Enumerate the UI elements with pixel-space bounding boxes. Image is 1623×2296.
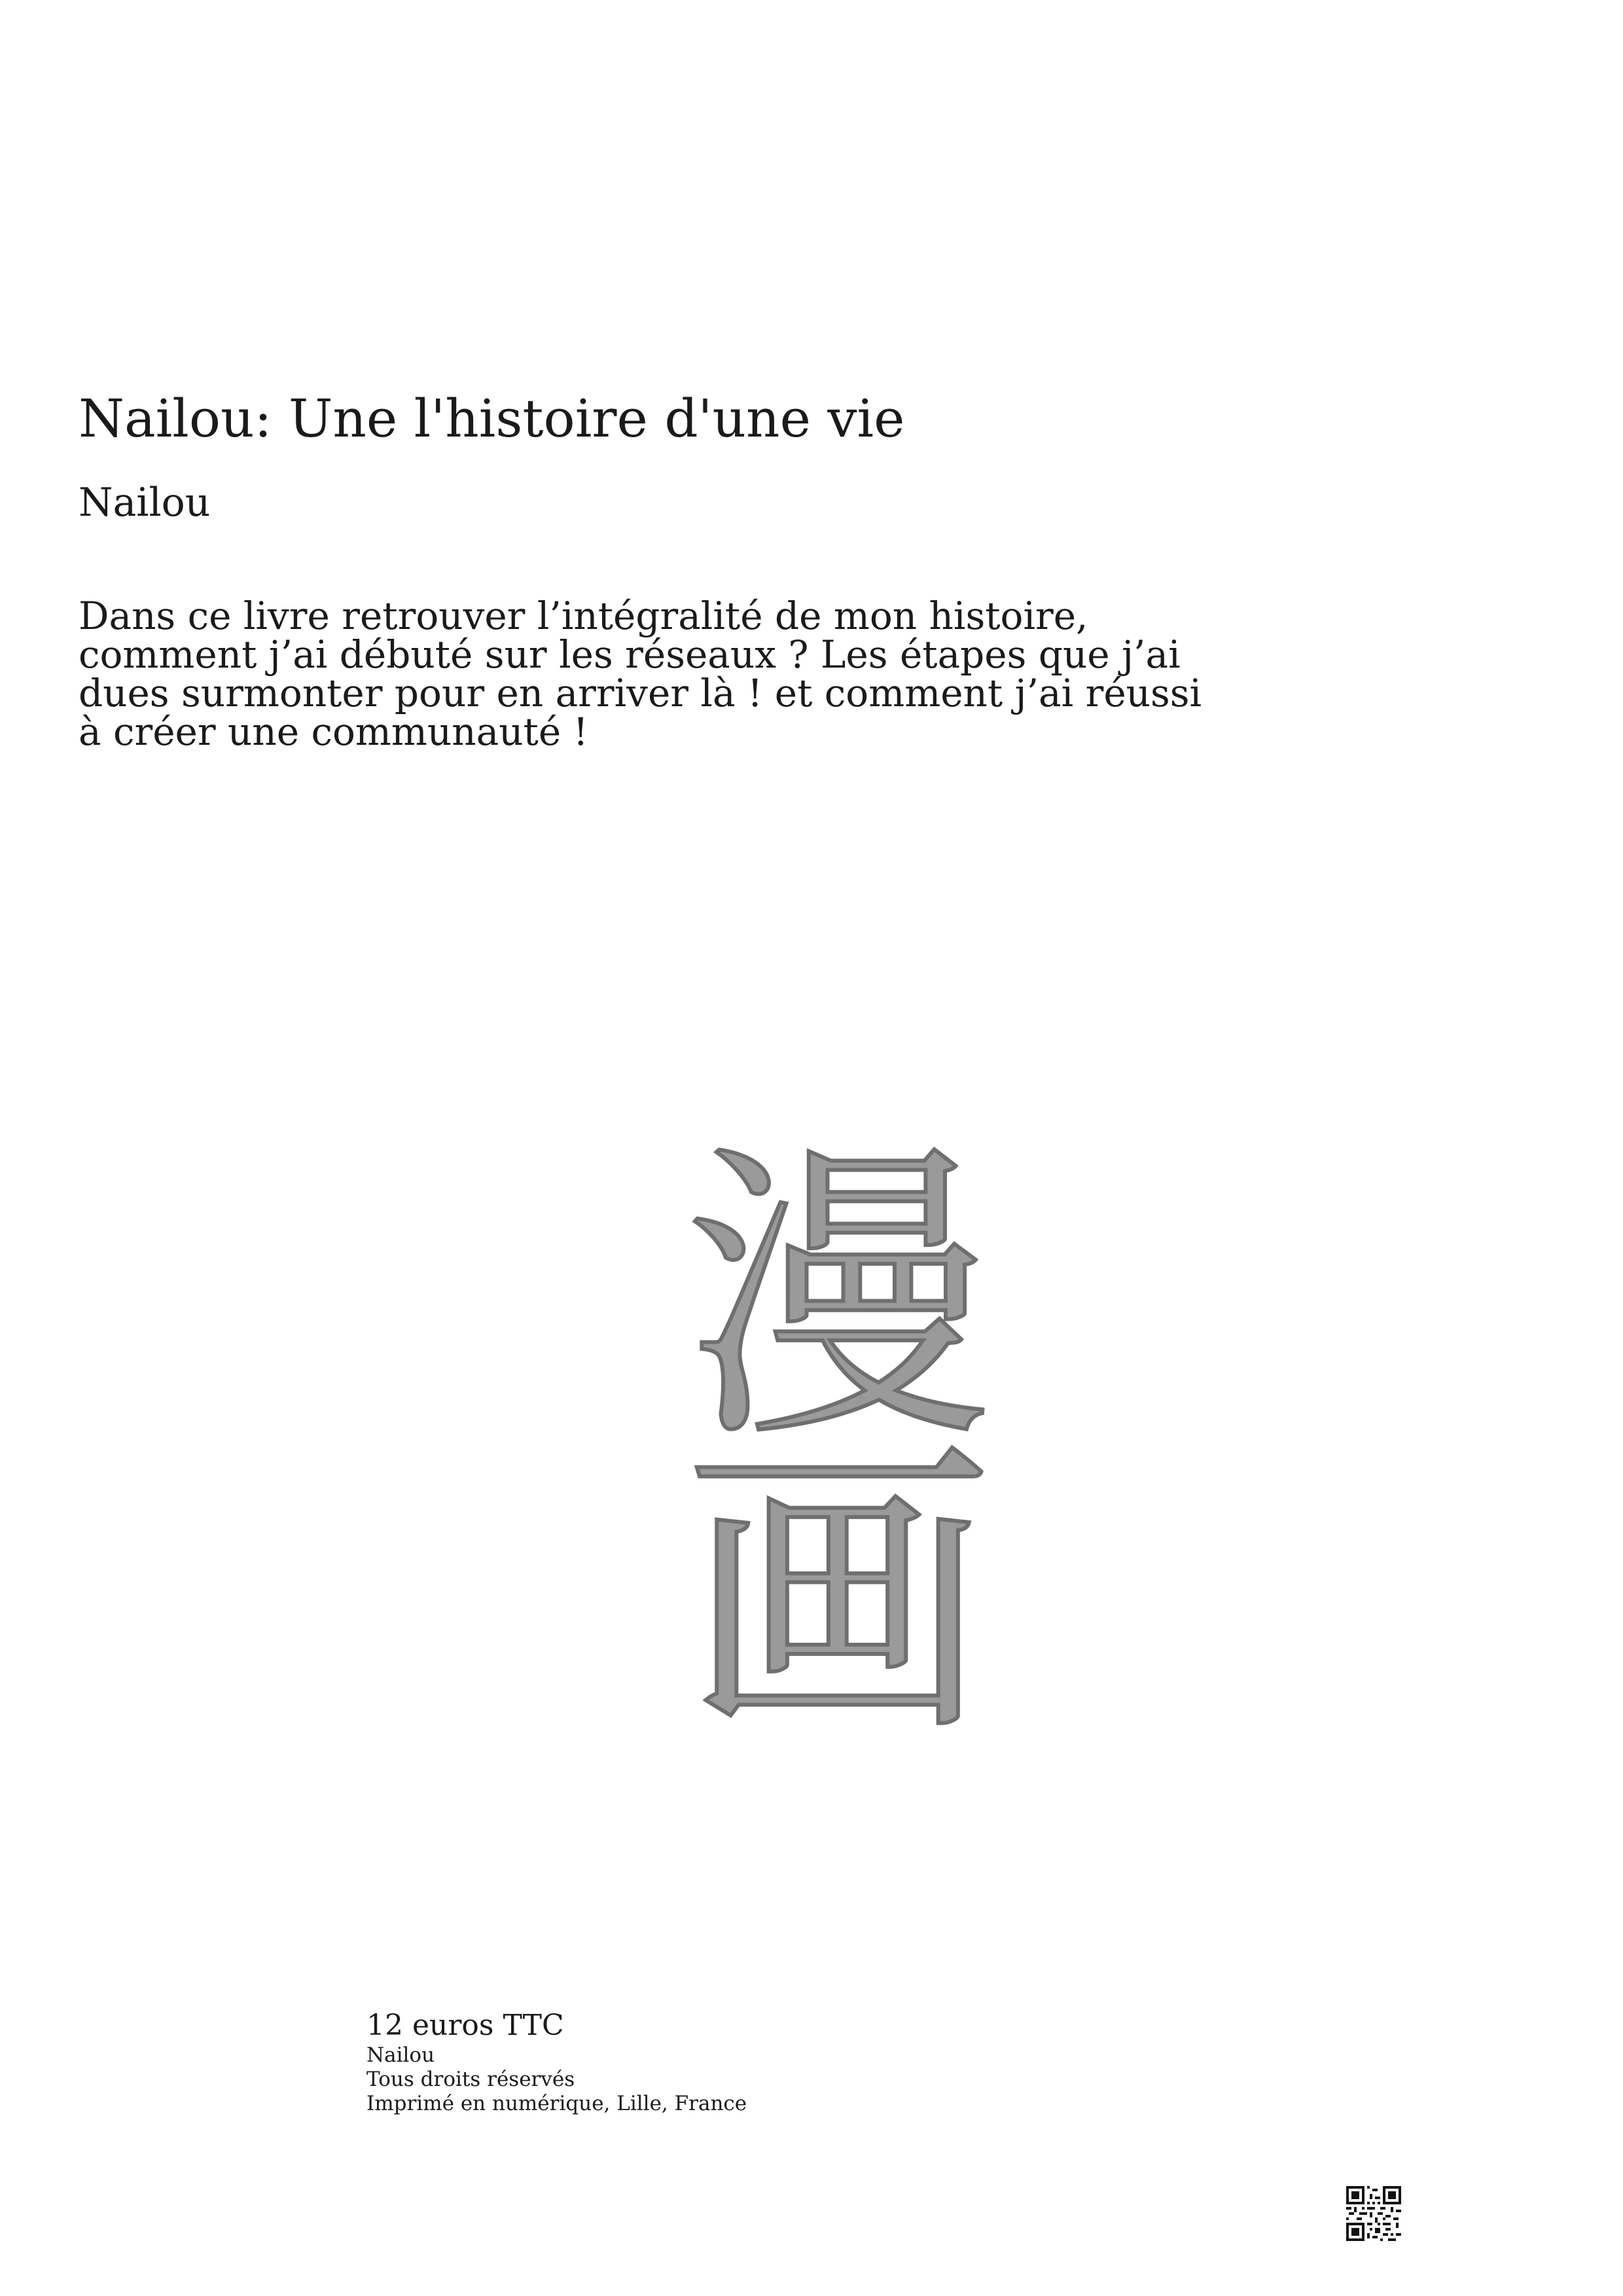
blurb-line: Dans ce livre retrouver l’intégralité de mon histoire, <box>79 594 1088 638</box>
blurb-line: à créer une communauté ! <box>79 709 588 754</box>
kanji-ga: 画 <box>684 1414 991 1772</box>
book-author: Nailou <box>79 480 211 526</box>
price-label: 12 euros TTC <box>366 2009 564 2042</box>
blurb-line: comment j’ai débuté sur les réseaux ? Les étapes que j’ai <box>79 632 1181 677</box>
publisher-name: Nailou <box>366 2043 435 2067</box>
rights-notice: Tous droits réservés <box>366 2068 575 2091</box>
qr-code-icon <box>1346 2186 1401 2241</box>
book-title: Nailou: Une l'histoire d'une vie <box>79 388 905 449</box>
book-blurb <box>79 594 1243 754</box>
kanji-man: 漫 <box>684 1120 991 1478</box>
blurb-line: dues surmonter pour en arriver là ! et comment j’ai réussi <box>79 671 1202 715</box>
printing-notice: Imprimé en numérique, Lille, France <box>366 2092 747 2115</box>
colophon <box>366 2008 747 2116</box>
manga-calligraphy-artwork <box>654 1120 1021 1774</box>
